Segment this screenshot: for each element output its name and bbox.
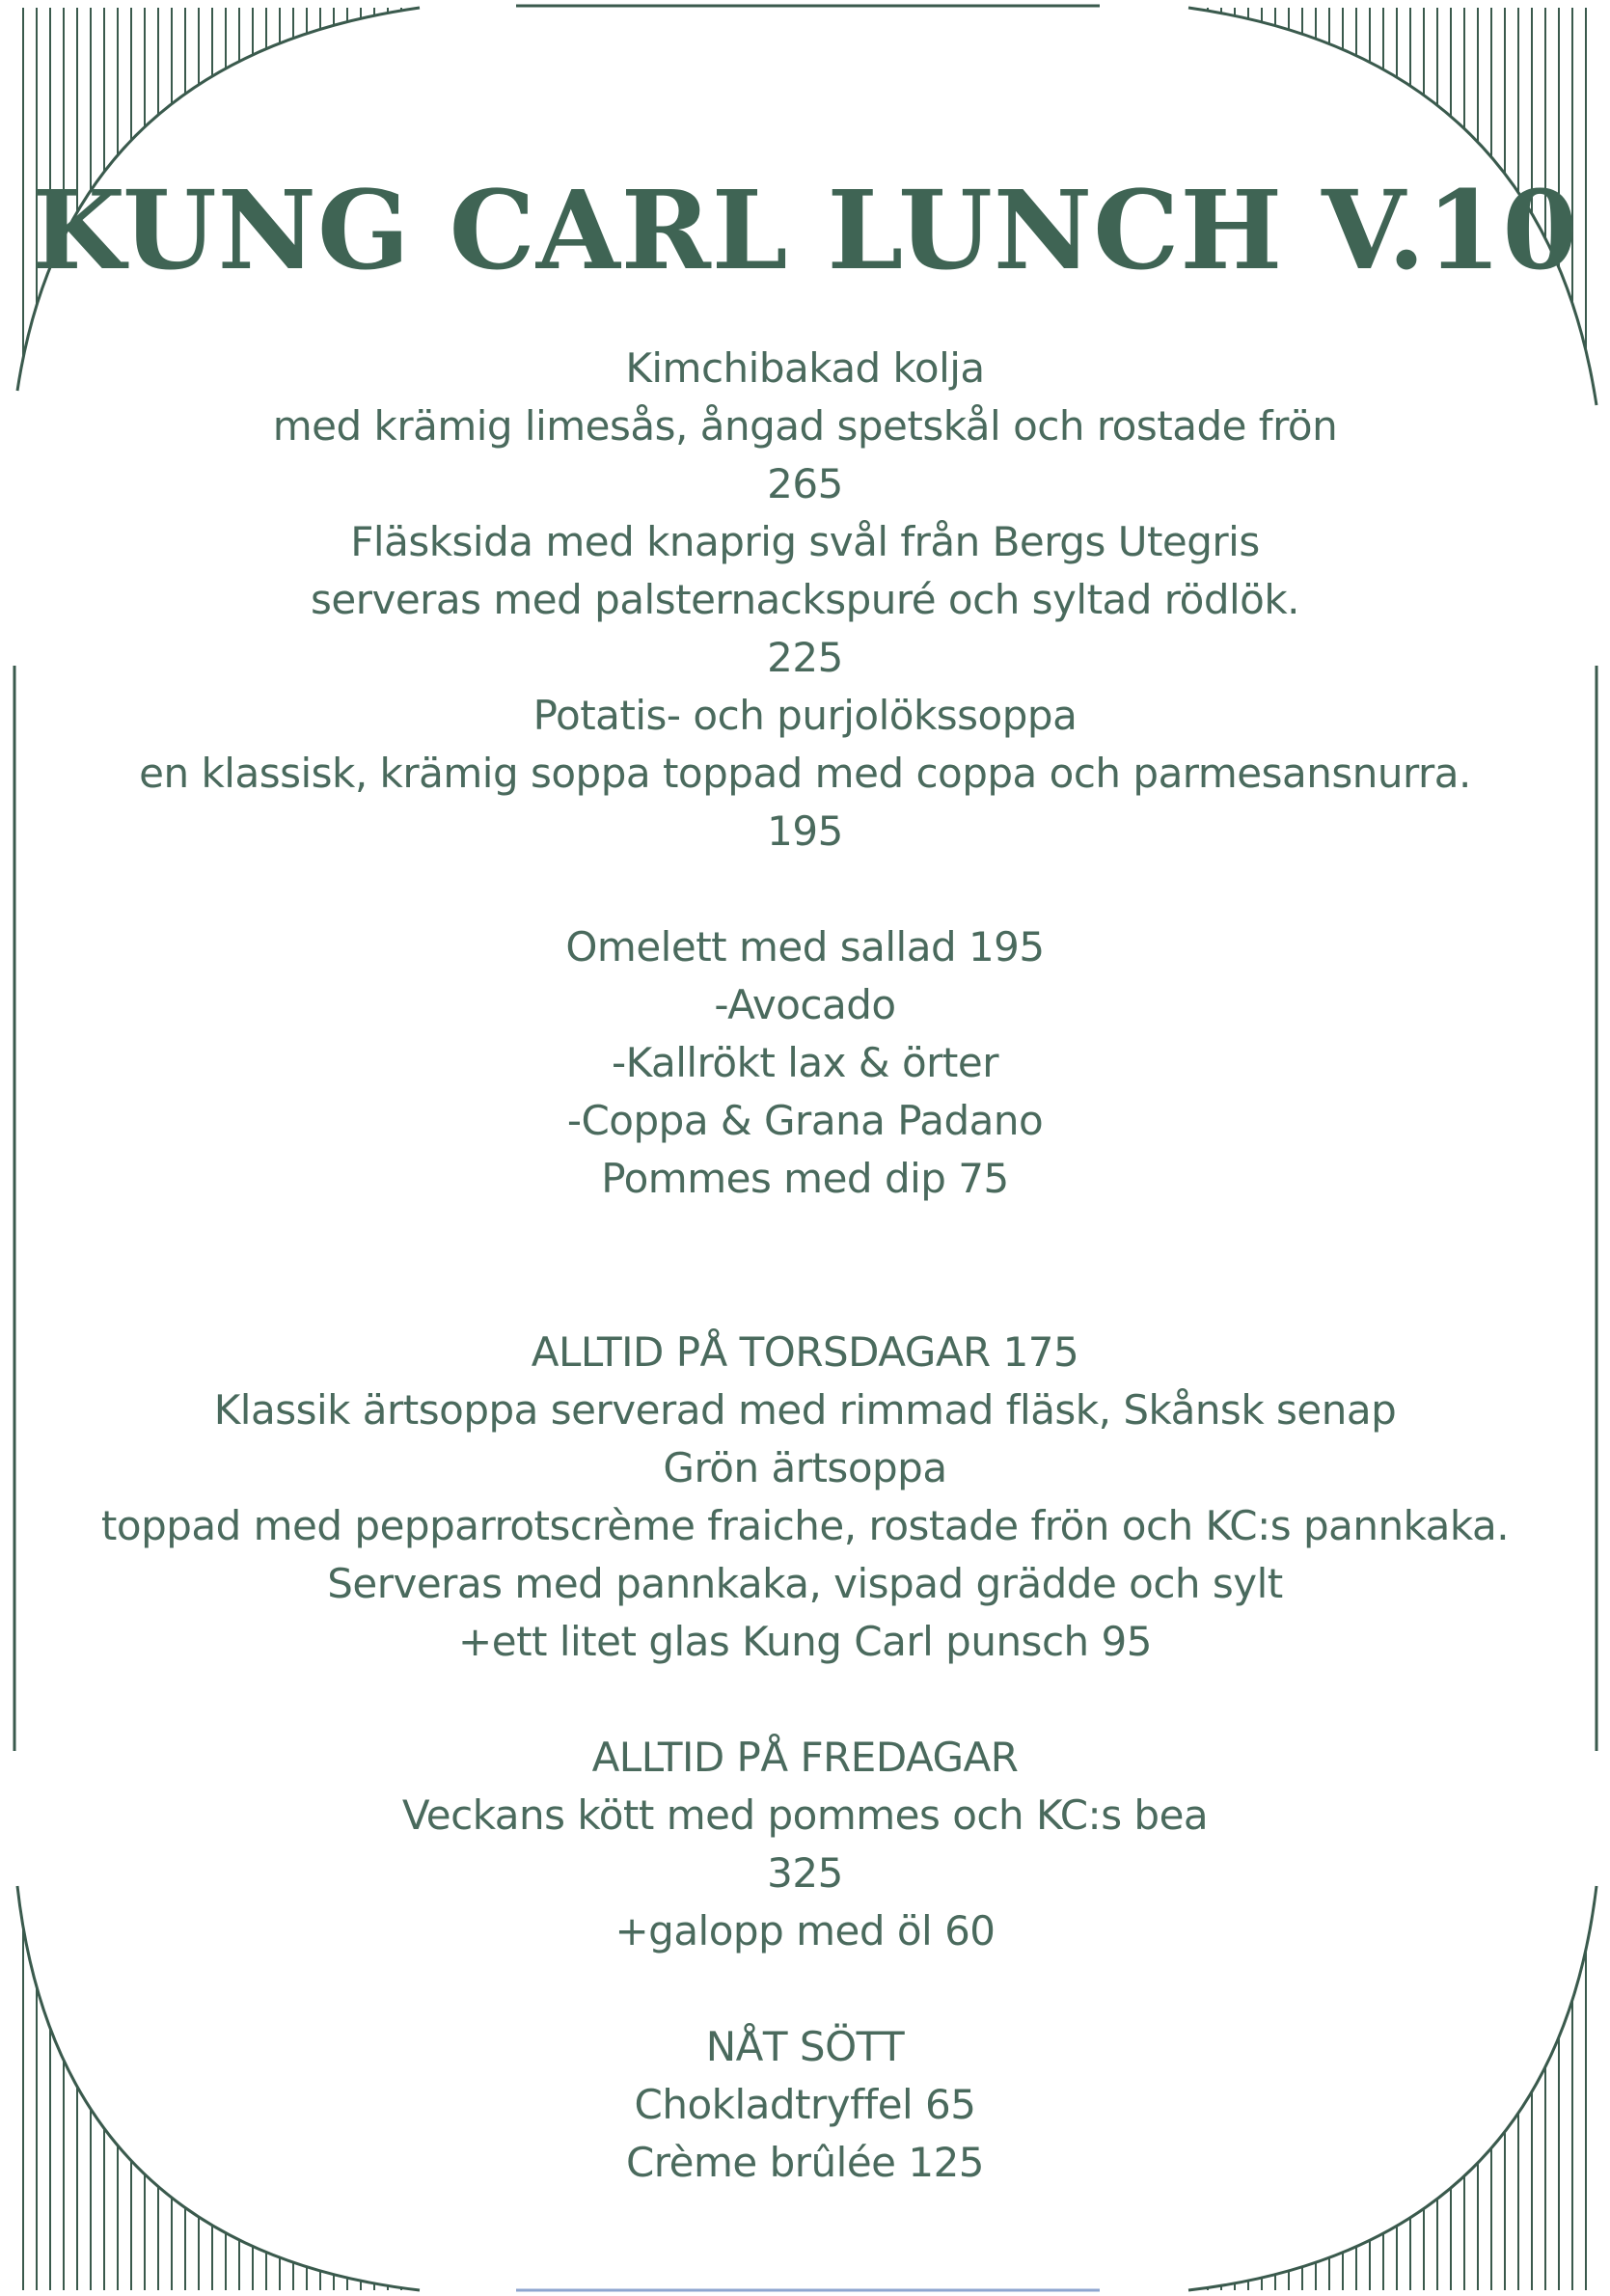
dish-description: en klassisk, krämig soppa toppad med coppa och parmesansnurra. — [139, 750, 1471, 797]
friday-addon: +galopp med öl 60 — [614, 1907, 996, 1954]
thursday-line: +ett litet glas Kung Carl punsch 95 — [458, 1618, 1152, 1665]
dish-pork-belly — [0, 513, 1610, 687]
friday-dish: Veckans kött med pommes och KC:s bea — [401, 1791, 1209, 1839]
friday-price: 325 — [767, 1849, 843, 1897]
thursday-line: Klassik ärtsoppa serverad med rimmad fläsk, Skånsk senap — [213, 1386, 1397, 1434]
omelette-heading: Omelett med sallad 195 — [565, 923, 1045, 970]
dish-potato-leek-soup — [0, 687, 1610, 861]
thursday-line: Serveras med pannkaka, vispad grädde och sylt — [327, 1560, 1283, 1607]
dish-name: Fläsksida med knaprig svål från Bergs Utegris — [350, 518, 1260, 565]
thursday-heading: ALLTID PÅ TORSDAGAR 175 — [531, 1328, 1079, 1376]
dish-description: med krämig limesås, ångad spetskål och rostade frön — [272, 402, 1338, 450]
thursday-section — [0, 1324, 1610, 1671]
dish-name: Kimchibakad kolja — [625, 344, 985, 392]
omelette-section — [0, 918, 1610, 1208]
omelette-option: -Coppa & Grana Padano — [566, 1097, 1044, 1144]
dish-name: Potatis- och purjolökssoppa — [532, 692, 1078, 739]
friday-heading: ALLTID PÅ FREDAGAR — [591, 1734, 1019, 1781]
dish-kimchi-haddock — [0, 340, 1610, 513]
menu-body — [0, 340, 1610, 2192]
dish-price: 195 — [767, 807, 843, 855]
dessert-item: Chokladtryffel 65 — [634, 2081, 976, 2128]
dish-price: 225 — [767, 634, 843, 681]
fries-with-dip: Pommes med dip 75 — [601, 1155, 1009, 1202]
page-title: KUNG CARL LUNCH V.10 — [31, 168, 1579, 294]
thursday-line: toppad med pepparrotscrème fraiche, rostade frön och KC:s pannkaka. — [100, 1502, 1510, 1549]
dish-description: serveras med palsternackspuré och syltad rödlök. — [310, 576, 1300, 623]
dessert-section — [0, 2018, 1610, 2192]
dessert-heading: NÅT SÖTT — [705, 2023, 905, 2070]
friday-section — [0, 1729, 1610, 1960]
dessert-item: Crème brûlée 125 — [625, 2139, 985, 2186]
omelette-option: -Avocado — [714, 981, 896, 1028]
thursday-line: Grön ärtsoppa — [663, 1444, 947, 1491]
dish-price: 265 — [767, 460, 843, 507]
omelette-option: -Kallrökt lax & örter — [612, 1039, 998, 1086]
